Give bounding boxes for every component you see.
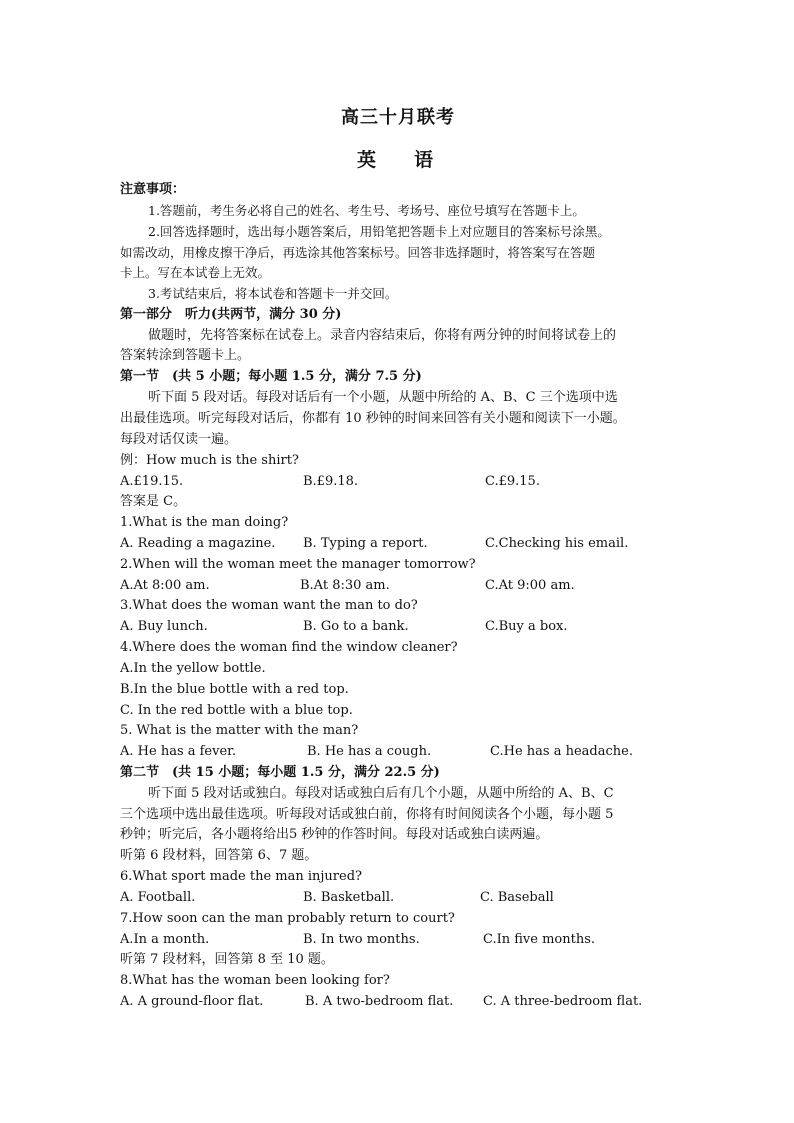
section1-intro-line-3: 每段对话仅读一遍。 [120, 432, 238, 447]
question-1-option-a: A. Reading a magazine. [120, 536, 276, 551]
question-5-option-a: A. He has a fever. [120, 744, 237, 759]
question-6-option-b: B. Basketball. [303, 890, 395, 905]
notice-item-1: 1.答题前，考生务必将自己的姓名、考生号、考场号、座位号填写在答题卡上。 [148, 203, 585, 218]
question-4-option-b: B.In the blue bottle with a red top. [120, 682, 349, 697]
example-question: 例：How much is the shirt? [120, 453, 299, 468]
question-2-option-c: C.At 9:00 am. [485, 578, 575, 593]
question-5-option-b: B. He has a cough. [307, 744, 432, 759]
question-5: 5. What is the matter with the man? [120, 723, 359, 738]
question-7-option-c: C.In five months. [483, 932, 596, 947]
section2-intro-line-1: 听下面 5 段对话或独白。每段对话或独白后有几个小题，从题中所给的 A、B、C [148, 786, 614, 801]
question-4: 4.Where does the woman find the window cleaner? [120, 640, 458, 655]
question-4-option-a: A.In the yellow bottle. [120, 661, 266, 676]
question-6-option-c: C. Baseball [480, 890, 554, 905]
question-3-option-c: C.Buy a box. [485, 619, 568, 634]
question-7-option-b: B. In two months. [303, 932, 420, 947]
question-6-option-a: A. Football. [120, 890, 196, 905]
question-3: 3.What does the woman want the man to do? [120, 598, 418, 613]
question-8: 8.What has the woman been looking for? [120, 973, 390, 988]
section2-intro-line-3: 秒钟；听完后，各小题将给出5 秒钟的作答时间。每段对话或独白读两遍。 [120, 827, 549, 842]
part1-intro-line-1: 做题时，先将答案标在试卷上。录音内容结束后，你将有两分钟的时间将试卷上的 [148, 328, 617, 343]
question-3-option-a: A. Buy lunch. [120, 619, 208, 634]
notice-heading: 注意事项： [120, 182, 186, 197]
question-7: 7.How soon can the man probably return to court? [120, 911, 455, 926]
question-8-option-c: C. A three-bedroom flat. [483, 994, 643, 1009]
question-8-option-a: A. A ground-floor flat. [120, 994, 264, 1009]
question-2: 2.When will the woman meet the manager tomorrow? [120, 557, 476, 572]
notice-item-3: 3.考试结束后，将本试卷和答题卡一并交回。 [148, 286, 398, 301]
question-2-option-a: A.At 8:00 am. [120, 578, 210, 593]
example-option-c: C.£9.15. [485, 474, 540, 489]
question-4-option-c: C. In the red bottle with a blue top. [120, 703, 353, 718]
question-7-option-a: A.In a month. [120, 932, 210, 947]
question-8-option-b: B. A two-bedroom flat. [305, 994, 454, 1009]
example-answer: 答案是 C。 [120, 494, 187, 509]
question-1-option-b: B. Typing a report. [303, 536, 428, 551]
material-6-instruction: 听第 6 段材料，回答第 6、7 题。 [120, 848, 318, 863]
section1-heading: 第一节 (共 5 小题；每小题 1.5 分，满分 7.5 分) [120, 369, 422, 384]
question-1-option-c: C.Checking his email. [485, 536, 629, 551]
notice-item-2-line-2: 如需改动，用橡皮擦干净后，再选涂其他答案标号。回答非选择题时，将答案写在答题 [120, 245, 596, 260]
exam-title: 高三十月联考 [341, 107, 455, 128]
material-7-instruction: 听第 7 段材料，回答第 8 至 10 题。 [120, 952, 334, 967]
question-6: 6.What sport made the man injured? [120, 869, 362, 884]
section1-intro-line-1: 听下面 5 段对话。每段对话后有一个小题，从题中所给的 A、B、C 三个选项中选 [148, 390, 618, 405]
section2-intro-line-2: 三个选项中选出最佳选项。听每段对话或独白前，你将有时间阅读各个小题，每小题 5 [120, 807, 614, 822]
part1-intro-line-2: 答案转涂到答题卡上。 [120, 348, 251, 363]
notice-item-2-line-3: 卡上。写在本试卷上无效。 [120, 265, 271, 280]
subject-title: 英 语 [357, 149, 434, 171]
notice-item-2-line-1: 2.回答选择题时，选出每小题答案后，用铅笔把答题卡上对应题目的答案标号涂黑。 [148, 224, 610, 239]
section2-heading: 第二节 (共 15 小题；每小题 1.5 分，满分 22.5 分) [120, 765, 440, 780]
example-option-b: B.£9.18. [303, 474, 359, 489]
question-1: 1.What is the man doing? [120, 515, 289, 530]
question-5-option-c: C.He has a headache. [490, 744, 633, 759]
section1-intro-line-2: 出最佳选项。听完每段对话后，你都有 10 秒钟的时间来回答有关小题和阅读下一小题。 [120, 411, 626, 426]
part1-heading: 第一部分 听力(共两节，满分 30 分) [120, 307, 342, 322]
question-3-option-b: B. Go to a bank. [303, 619, 409, 634]
example-option-a: A.£19.15. [120, 474, 184, 489]
question-2-option-b: B.At 8:30 am. [300, 578, 390, 593]
